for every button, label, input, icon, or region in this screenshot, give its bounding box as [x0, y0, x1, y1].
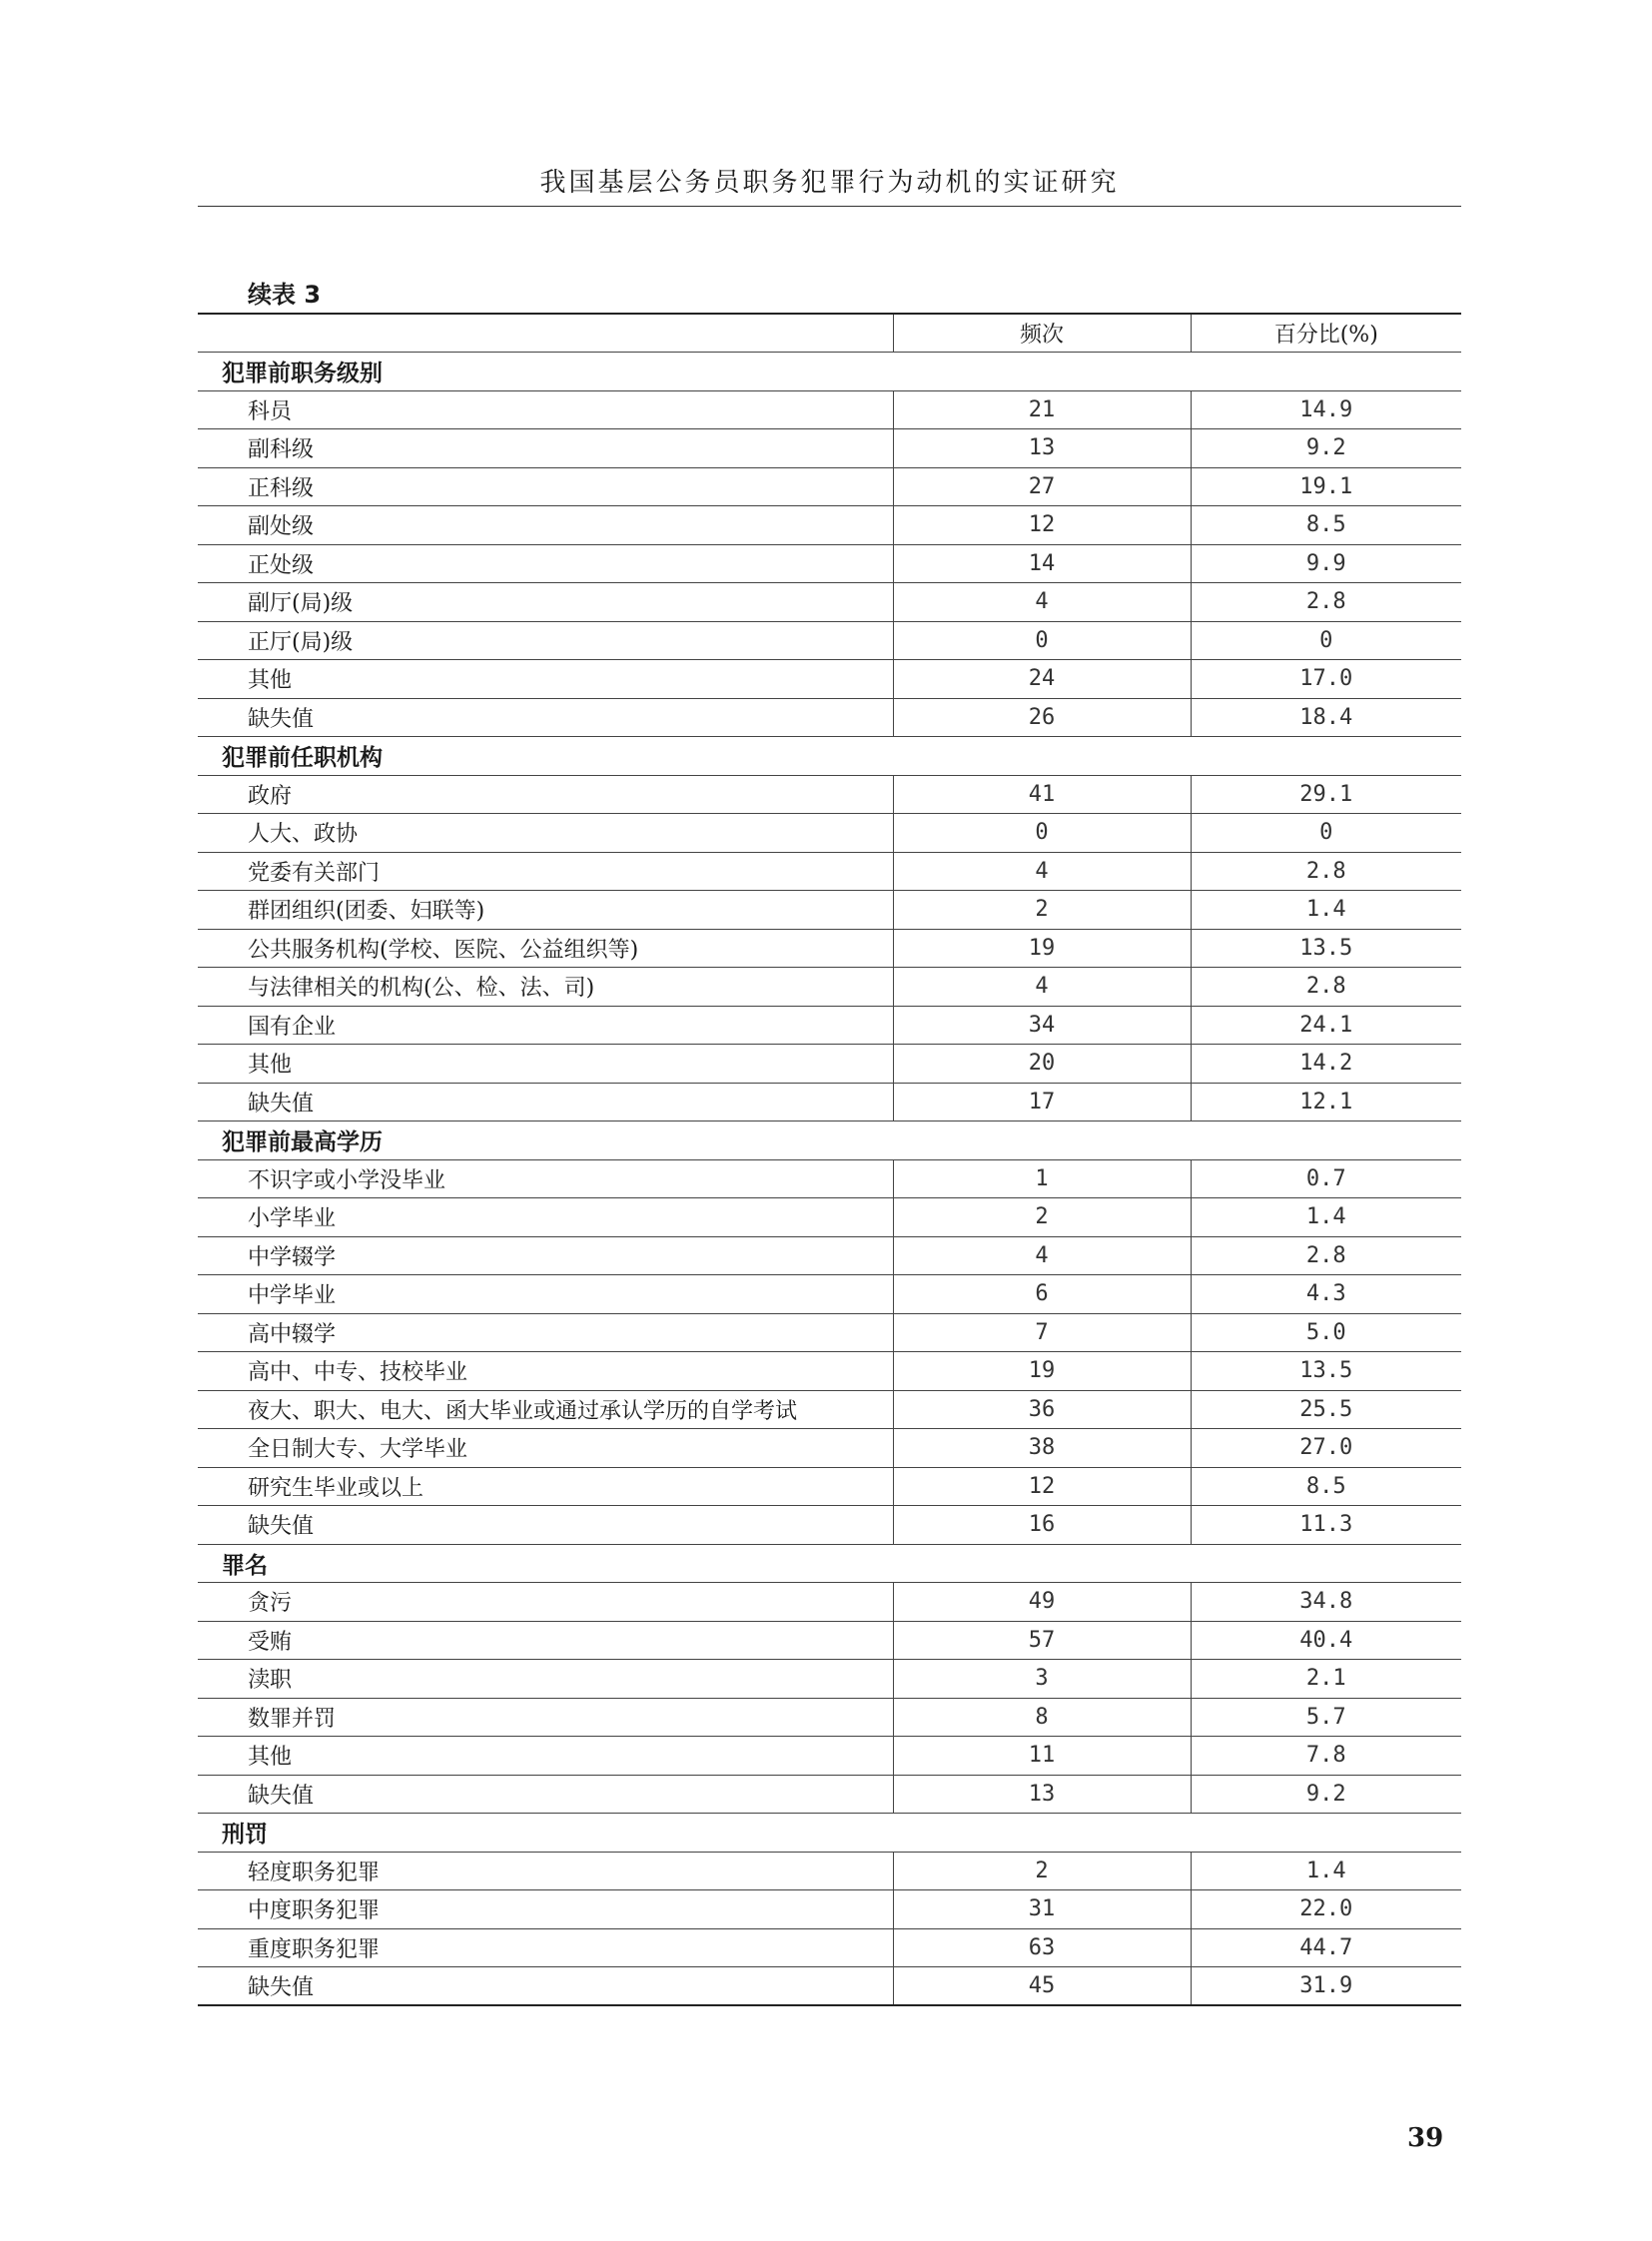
row-frequency: 11 [893, 1737, 1191, 1776]
row-frequency: 21 [893, 390, 1191, 429]
row-frequency: 13 [893, 429, 1191, 468]
row-label: 研究生毕业或以上 [198, 1467, 893, 1506]
section-title: 犯罪前最高学历 [198, 1121, 1461, 1160]
table-row [198, 1390, 1461, 1429]
running-header: 我国基层公务员职务犯罪行为动机的实证研究 [539, 168, 1120, 198]
row-label: 政府 [198, 775, 893, 814]
row-label: 副厅(局)级 [198, 583, 893, 622]
row-frequency: 38 [893, 1429, 1191, 1468]
row-percentage: 0.7 [1191, 1159, 1461, 1198]
row-percentage: 12.1 [1191, 1083, 1461, 1121]
row-frequency: 0 [893, 814, 1191, 853]
table-row [198, 467, 1461, 506]
row-label: 其他 [198, 1045, 893, 1084]
row-label: 正厅(局)级 [198, 621, 893, 660]
table-row [198, 698, 1461, 737]
table-row [198, 429, 1461, 468]
row-label: 渎职 [198, 1660, 893, 1699]
page-number: 39 [1407, 2123, 1444, 2153]
row-label: 科员 [198, 390, 893, 429]
row-label: 中度职务犯罪 [198, 1890, 893, 1929]
table-row [198, 852, 1461, 891]
table-row [198, 1313, 1461, 1352]
row-frequency: 16 [893, 1506, 1191, 1545]
row-percentage: 2.1 [1191, 1660, 1461, 1699]
row-frequency: 24 [893, 660, 1191, 699]
row-frequency: 19 [893, 929, 1191, 968]
header-rule [198, 206, 1461, 207]
row-frequency: 2 [893, 1852, 1191, 1890]
row-frequency: 31 [893, 1890, 1191, 1929]
row-label: 副科级 [198, 429, 893, 468]
row-label: 不识字或小学没毕业 [198, 1159, 893, 1198]
row-label: 轻度职务犯罪 [198, 1852, 893, 1890]
row-frequency: 7 [893, 1313, 1191, 1352]
row-label: 国有企业 [198, 1006, 893, 1045]
table-row [198, 968, 1461, 1007]
table-row [198, 1429, 1461, 1468]
row-frequency: 3 [893, 1660, 1191, 1699]
row-frequency: 6 [893, 1275, 1191, 1314]
row-label: 其他 [198, 1737, 893, 1776]
table-row [198, 1890, 1461, 1929]
table-row [198, 1467, 1461, 1506]
row-label: 夜大、职大、电大、函大毕业或通过承认学历的自学考试 [198, 1390, 893, 1429]
row-label: 缺失值 [248, 1975, 315, 2000]
table-row [198, 1583, 1461, 1622]
table-row [198, 583, 1461, 622]
row-percentage: 29.1 [1191, 775, 1461, 814]
row-percentage: 13.5 [1191, 929, 1461, 968]
row-label: 与法律相关的机构(公、检、法、司) [198, 968, 893, 1007]
table-row [198, 929, 1461, 968]
row-label: 中学辍学 [198, 1236, 893, 1275]
row-frequency: 19 [893, 1352, 1191, 1391]
row-percentage: 14.2 [1191, 1045, 1461, 1084]
row-frequency: 41 [893, 775, 1191, 814]
table-row [198, 1198, 1461, 1237]
row-label: 高中、中专、技校毕业 [198, 1352, 893, 1391]
table-row [198, 1852, 1461, 1890]
table-row [198, 544, 1461, 583]
row-label: 高中辍学 [198, 1313, 893, 1352]
row-frequency: 36 [893, 1390, 1191, 1429]
table-row [198, 1506, 1461, 1545]
row-percentage: 2.8 [1191, 852, 1461, 891]
section-title: 罪名 [198, 1544, 1461, 1583]
row-percentage: 7.8 [1191, 1737, 1461, 1776]
row-frequency: 34 [893, 1006, 1191, 1045]
row-percentage: 0 [1191, 814, 1461, 853]
row-percentage: 5.0 [1191, 1313, 1461, 1352]
row-percentage: 1.4 [1191, 1852, 1461, 1890]
row-percentage: 2.8 [1191, 968, 1461, 1007]
row-frequency: 26 [893, 698, 1191, 737]
table-row [198, 506, 1461, 545]
table-row [198, 621, 1461, 660]
row-frequency: 27 [893, 467, 1191, 506]
section-row [198, 1544, 1461, 1583]
row-percentage: 13.5 [1191, 1352, 1461, 1391]
row-label: 群团组织(团委、妇联等) [198, 891, 893, 930]
row-percentage: 24.1 [1191, 1006, 1461, 1045]
section-title: 犯罪前职务级别 [198, 353, 1461, 391]
row-label: 缺失值 [198, 1083, 893, 1121]
row-percentage: 8.5 [1191, 1467, 1461, 1506]
header-cell-frequency: 频次 [893, 314, 1191, 353]
section-row [198, 353, 1461, 391]
row-percentage: 2.8 [1191, 1236, 1461, 1275]
table-row [198, 1275, 1461, 1314]
row-label: 其他 [198, 660, 893, 699]
table-row [198, 1967, 1461, 2006]
row-percentage: 2.8 [1191, 583, 1461, 622]
section-title: 犯罪前任职机构 [198, 737, 1461, 776]
row-label: 正处级 [198, 544, 893, 583]
row-frequency: 49 [893, 1583, 1191, 1622]
row-frequency: 17 [893, 1083, 1191, 1121]
data-table [198, 313, 1461, 2006]
table-header-row [198, 314, 1461, 353]
row-label: 缺失值 [198, 698, 893, 737]
table-row [198, 1660, 1461, 1699]
row-frequency: 20 [893, 1045, 1191, 1084]
table-row [198, 1236, 1461, 1275]
row-label: 缺失值 [198, 1506, 893, 1545]
row-frequency: 14 [893, 544, 1191, 583]
table-row [198, 390, 1461, 429]
row-percentage: 0 [1191, 621, 1461, 660]
row-percentage: 11.3 [1191, 1506, 1461, 1545]
row-frequency: 0 [893, 621, 1191, 660]
table-row [198, 1006, 1461, 1045]
row-percentage: 1.4 [1191, 1198, 1461, 1237]
row-frequency: 1 [893, 1159, 1191, 1198]
row-percentage: 9.2 [1191, 1775, 1461, 1814]
table-row [198, 1352, 1461, 1391]
row-label: 小学毕业 [198, 1198, 893, 1237]
row-label: 中学毕业 [198, 1275, 893, 1314]
row-frequency: 13 [893, 1775, 1191, 1814]
section-title: 刑罚 [198, 1814, 1461, 1853]
row-percentage: 25.5 [1191, 1390, 1461, 1429]
row-percentage: 1.4 [1191, 891, 1461, 930]
row-percentage: 19.1 [1191, 467, 1461, 506]
row-percentage: 17.0 [1191, 660, 1461, 699]
row-percentage: 22.0 [1191, 1890, 1461, 1929]
section-row [198, 1121, 1461, 1160]
row-frequency: 8 [893, 1698, 1191, 1737]
table-row [198, 660, 1461, 699]
table-row [198, 1928, 1461, 1967]
row-label: 公共服务机构(学校、医院、公益组织等) [198, 929, 893, 968]
row-frequency: 2 [893, 891, 1191, 930]
table-row [198, 814, 1461, 853]
row-percentage: 8.5 [1191, 506, 1461, 545]
row-percentage: 40.4 [1191, 1621, 1461, 1660]
row-label: 全日制大专、大学毕业 [198, 1429, 893, 1468]
row-frequency: 2 [893, 1198, 1191, 1237]
row-frequency: 63 [893, 1928, 1191, 1967]
row-frequency: 4 [893, 968, 1191, 1007]
table-row [198, 1737, 1461, 1776]
table-body [198, 353, 1461, 2006]
row-label: 贪污 [198, 1583, 893, 1622]
row-label: 缺失值 [198, 1775, 893, 1814]
row-percentage: 9.9 [1191, 544, 1461, 583]
row-frequency: 57 [893, 1621, 1191, 1660]
section-row [198, 1814, 1461, 1853]
row-percentage: 44.7 [1191, 1928, 1461, 1967]
row-percentage: 4.3 [1191, 1275, 1461, 1314]
row-percentage: 31.9 [1191, 1967, 1461, 2006]
row-label: 正科级 [198, 467, 893, 506]
row-frequency: 45 [893, 1967, 1191, 2006]
table-row [198, 1775, 1461, 1814]
table-row [198, 1159, 1461, 1198]
row-label: 党委有关部门 [198, 852, 893, 891]
row-percentage: 14.9 [1191, 390, 1461, 429]
row-label: 副处级 [198, 506, 893, 545]
table-row [198, 1045, 1461, 1084]
header-cell-label [198, 314, 893, 353]
row-percentage: 34.8 [1191, 1583, 1461, 1622]
row-frequency: 4 [893, 583, 1191, 622]
table-row [198, 1621, 1461, 1660]
table-row [198, 775, 1461, 814]
row-frequency: 12 [893, 1467, 1191, 1506]
header-cell-percentage: 百分比(%) [1191, 314, 1461, 353]
table-caption: 续表 3 [248, 281, 322, 309]
row-percentage: 27.0 [1191, 1429, 1461, 1468]
table-row [198, 891, 1461, 930]
row-percentage: 9.2 [1191, 429, 1461, 468]
row-percentage: 5.7 [1191, 1698, 1461, 1737]
row-percentage: 18.4 [1191, 698, 1461, 737]
row-frequency: 4 [893, 852, 1191, 891]
section-row [198, 737, 1461, 776]
table-row [198, 1083, 1461, 1121]
row-frequency: 12 [893, 506, 1191, 545]
row-label: 重度职务犯罪 [198, 1928, 893, 1967]
table-row [198, 1698, 1461, 1737]
row-frequency: 4 [893, 1236, 1191, 1275]
row-label: 受贿 [198, 1621, 893, 1660]
row-label: 人大、政协 [198, 814, 893, 853]
row-label: 数罪并罚 [198, 1698, 893, 1737]
